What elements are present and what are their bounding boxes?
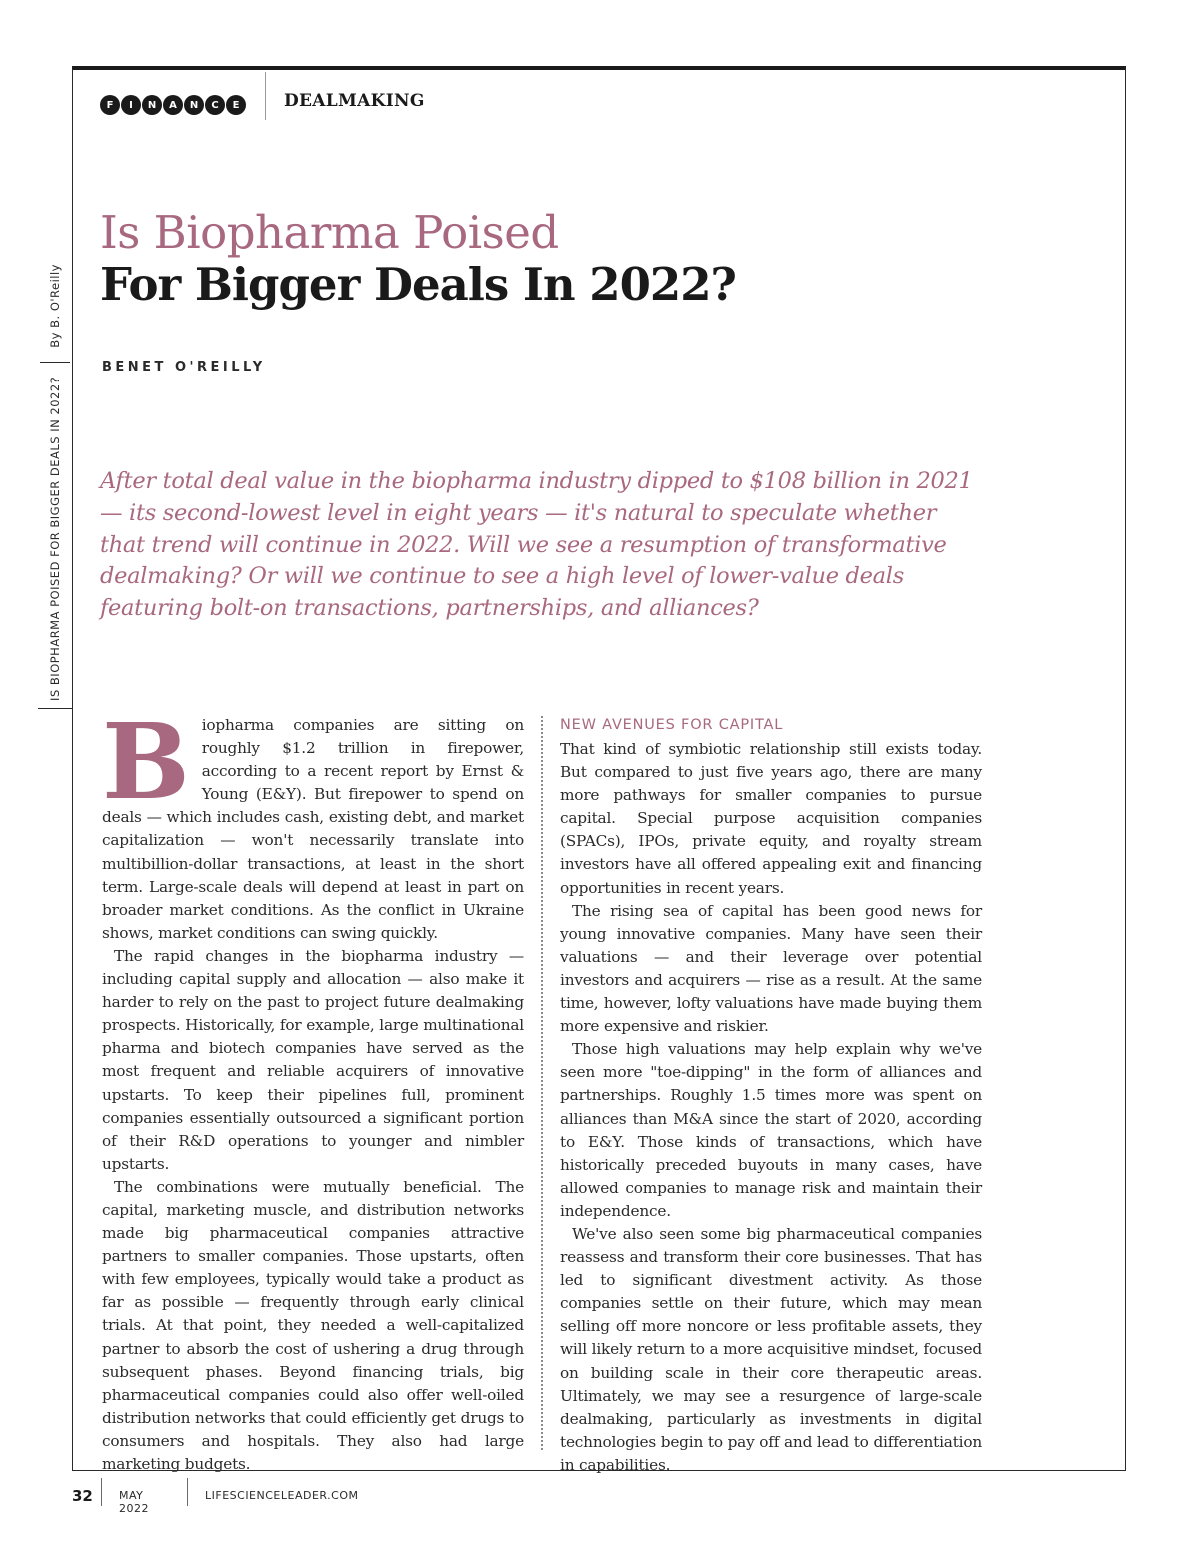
- footer-separator: [101, 1478, 102, 1506]
- article-deck: After total deal value in the biopharma industry dipped to $108 billion in 2021 — its second-lowest level in eight years — it's natural to speculate whether that trend will continue in 2022. Will we see a resumption of transformative dealmaking? Or will we continue to see a high level of lower-value deals featuring bolt-on transactions, partnerships, and alliances?: [100, 468, 973, 622]
- site-url[interactable]: LIFESCIENCELEADER.COM: [205, 1489, 359, 1502]
- tag-letter: E: [226, 95, 246, 115]
- side-rail: [38, 260, 72, 708]
- tag-letter: N: [142, 95, 162, 115]
- article-column-right: [560, 714, 982, 1477]
- side-rail-byline: By B. O'Reilly: [48, 264, 62, 348]
- drop-cap: B: [102, 700, 190, 823]
- body-paragraph: We've also seen some big pharmaceutical companies reassess and transform their core businesses. That has led to significant divestment activity. As those companies settle on their future, which may mean selling off more noncore or less profitable assets, they will likely return to a more acquisitive mindset, focused on building scale in their core therapeutic areas. Ultimately, we may see a resurgence of large-scale dealmaking, particularly as investments in digital technologies begin to pay off and lead to differentiation in capabilities.: [560, 1224, 982, 1474]
- finance-section-tag: [100, 95, 246, 115]
- body-paragraph: The rapid changes in the biopharma industry — including capital supply and allocation — also make it harder to rely on the past to project future dealmaking prospects. Historically, for example, large multinational pharma and biotech companies have served as the most frequent and reliable acquirers of innovative upstarts. To keep their pipelines full, prominent companies essentially outsourced a significant portion of their R&D operations to younger and nimbler upstarts.: [102, 946, 524, 1173]
- section-label: DEALMAKING: [284, 91, 425, 111]
- article-title-line-1: Is Biopharma Poised: [100, 206, 559, 259]
- side-rail-separator: [40, 362, 70, 363]
- tag-letter: N: [184, 95, 204, 115]
- header-divider: [265, 72, 266, 120]
- side-rail-text: [38, 260, 72, 708]
- side-rail-rule: [38, 708, 72, 709]
- body-paragraph: The rising sea of capital has been good news for young innovative companies. Many have seen their valuations — and their leverage over potential investors and acquirers — rise as a result. At the same time, however, lofty valuations have made buying them more expensive and riskier.: [560, 901, 982, 1036]
- article-title-line-2: For Bigger Deals In 2022?: [100, 258, 736, 311]
- footer-separator: [187, 1478, 188, 1506]
- body-paragraph: Those high valuations may help explain why we've seen more "toe-dipping" in the form of alliances and partnerships. Roughly 1.5 times more was spent on alliances than M&A since the start of 2020, according to E&Y. Those kinds of transactions, which have historically preceded buyouts in many cases, have allowed companies to manage risk and maintain their independence.: [560, 1040, 982, 1220]
- tag-letter: C: [205, 95, 225, 115]
- tag-letter: A: [163, 95, 183, 115]
- body-paragraph: That kind of symbiotic relationship still exists today. But compared to just five years ago, there are many more pathways for smaller companies to pursue capital. Special purpose acquisition companies (SPACs), IPOs, private equity, and royalty stream investors have all offered appealing exit and financing opportunities in recent years.: [560, 740, 982, 897]
- body-paragraph: iopharma companies are sitting on roughly $1.2 trillion in firepower, according to a recent report by Ernst & Young (E&Y). But firepower to spend on deals — which includes cash, existing debt, and market capitalization — won't necessarily translate into multibillion-dollar transactions, at least in the short term. Large-scale deals will depend at least in part on broader market conditions. As the conflict in Ukraine shows, market conditions can swing quickly.: [102, 716, 524, 942]
- tag-letter: I: [121, 95, 141, 115]
- article-column-left: [102, 700, 524, 1476]
- page-number: 32: [72, 1487, 93, 1505]
- column-divider: [541, 716, 543, 1450]
- tag-letter: F: [100, 95, 120, 115]
- section-subhead: NEW AVENUES FOR CAPITAL: [560, 717, 784, 733]
- author-byline: BENET O'REILLY: [102, 360, 266, 375]
- body-paragraph: The combinations were mutually beneficial. The capital, marketing muscle, and distribution networks made big pharmaceutical companies attractive partners to smaller companies. Those upstarts, often with few employees, typically would take a product as far as possible — frequently through early clinical trials. At that point, they needed a well-capitalized partner to absorb the cost of ushering a drug through subsequent phases. Beyond financing trials, big pharmaceutical companies could also offer well-oiled distribution networks that could efficiently get drugs to consumers and hospitals. They also had large marketing budgets.: [102, 1177, 524, 1473]
- issue-date: MAY 2022: [119, 1489, 149, 1515]
- section-header: [100, 88, 246, 122]
- side-rail-title: IS BIOPHARMA POISED FOR BIGGER DEALS IN 2022?: [48, 376, 62, 701]
